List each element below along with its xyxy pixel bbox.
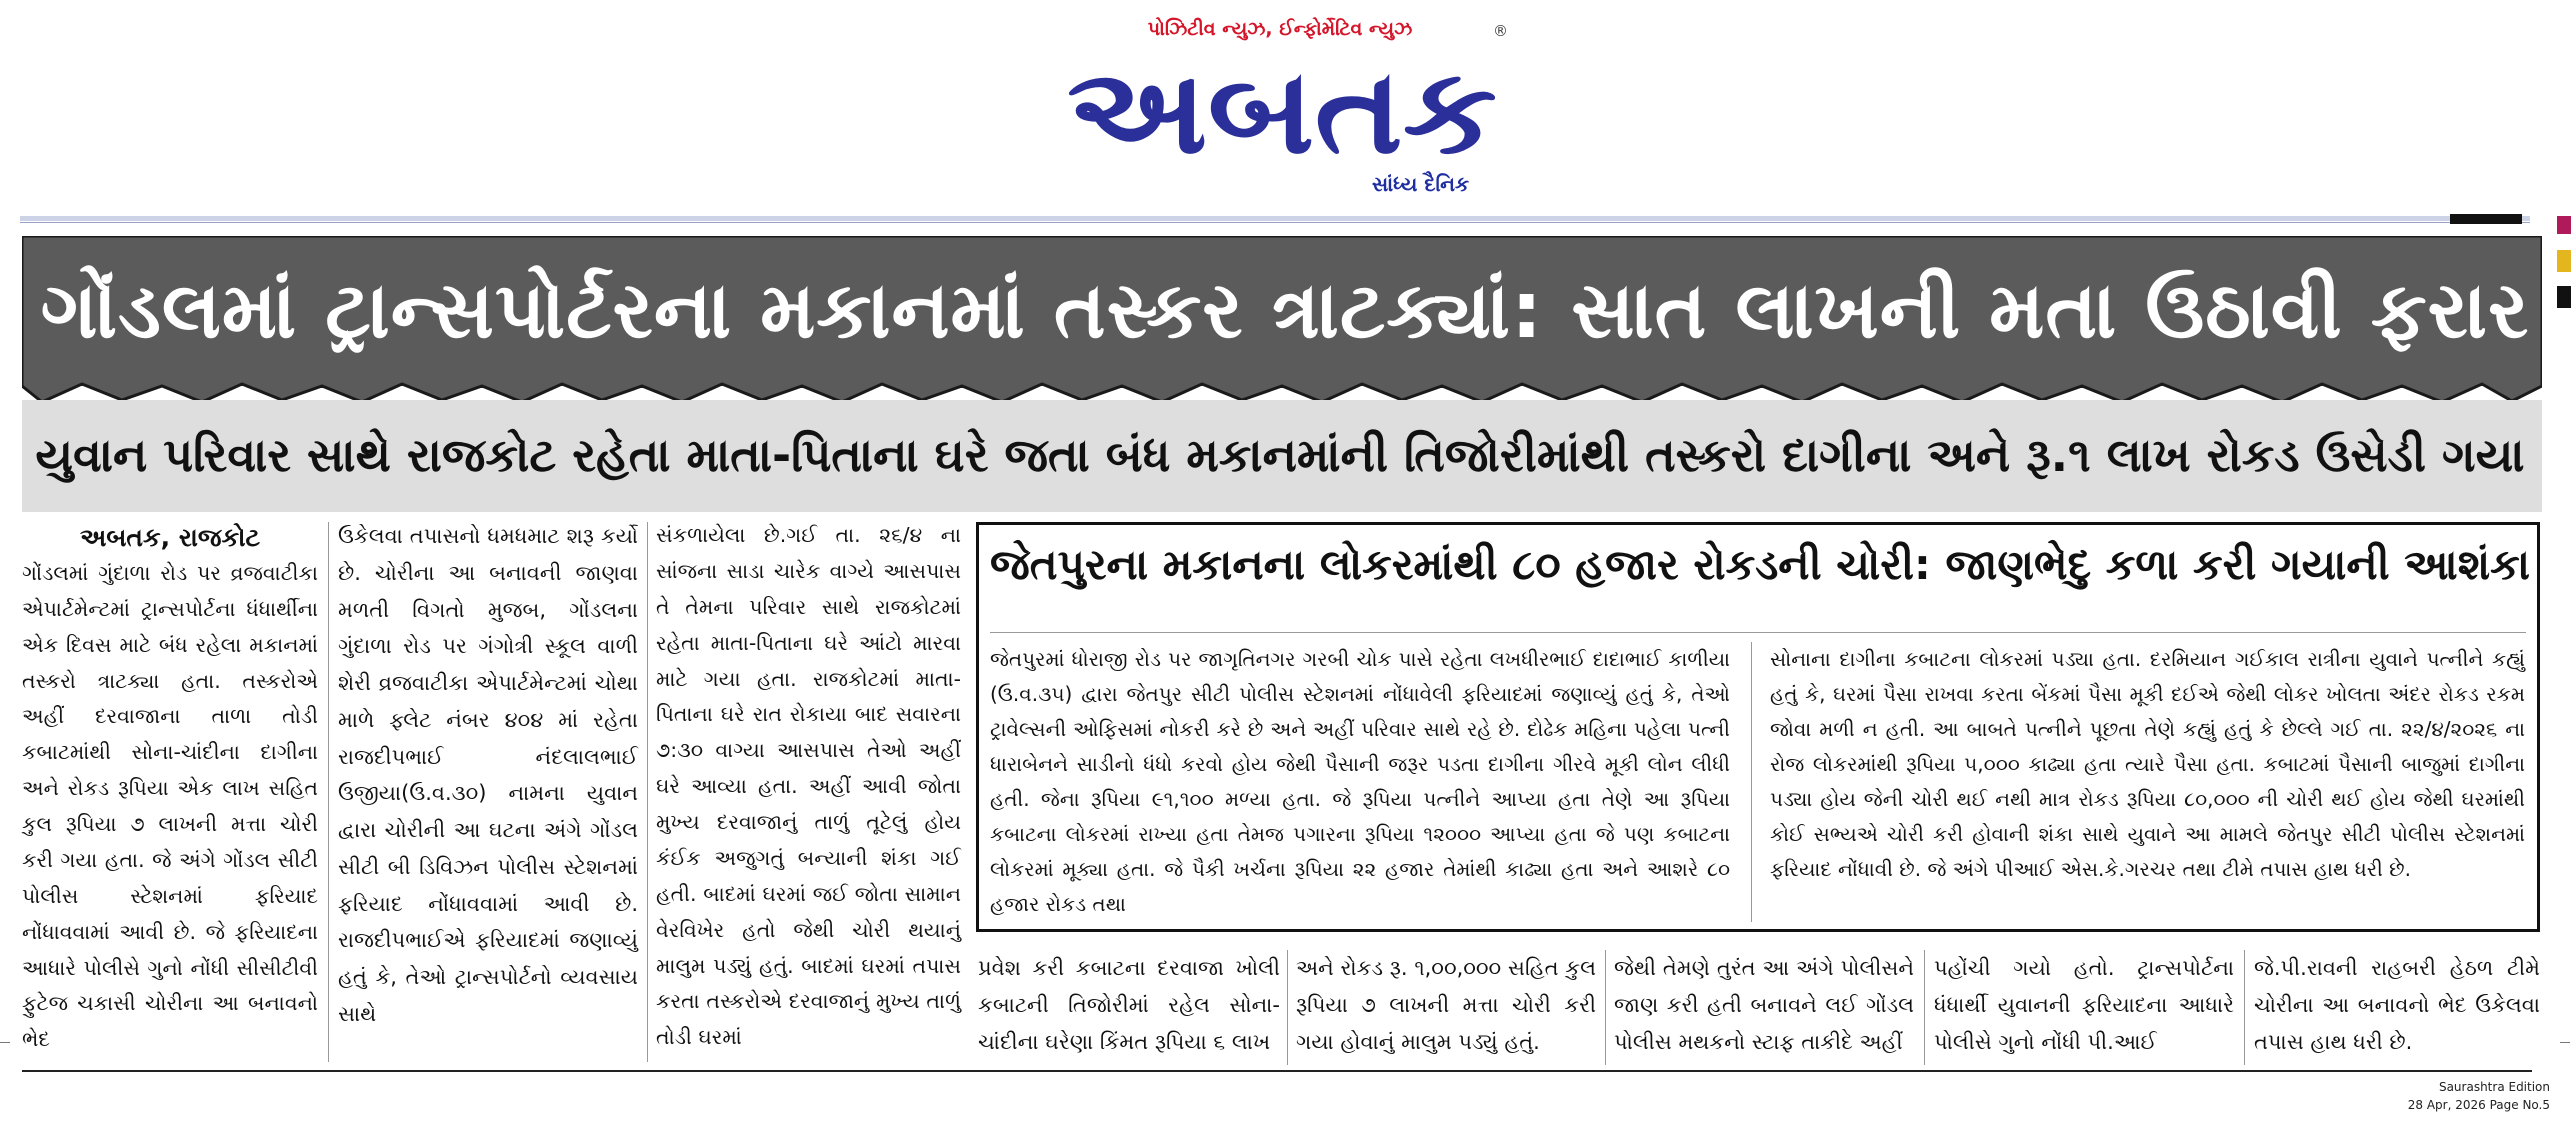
- lead-subheadline: યુવાન પરિવાર સાથે રાજકોટ રહેતા માતા-પિતાના ઘરે જતા બંધ મકાનમાંની તિજોરીમાંથી તસ્કરો દાગીના અને રૂ.૧ લાખ રોકડ ઉસેડી ગયા: [35, 428, 2525, 482]
- byline: અબતક, રાજકોટ: [79, 523, 261, 552]
- edge-mark-black: [2557, 286, 2571, 308]
- lead-continuation-2: અને રોકડ રૂ. ૧,૦૦,૦૦૦ સહિત કુલ રૂપિયા ૭ લાખની મત્તા ચોરી કરી ગયા હોવાનું માલુમ પડ્યું હતું.: [1296, 956, 1596, 1054]
- edge-mark-yellow: [2557, 250, 2571, 272]
- registered-mark: ®: [1493, 22, 1508, 40]
- column-divider: [1605, 950, 1606, 1065]
- lead-column-3: સંકળાયેલા છે.ગઈ તા. ૨૬/૪ ના સાંજના સાડા ચારેક વાગ્યે આસપાસ તે તેમના પરિવાર સાથે રાજકોટમાં રહેતા માતા-પિતાના ઘરે આંટો મારવા માટે ગયા હતા. રાજકોટમાં માતા-પિતાના ઘરે રાત રોકાયા બાદ સવારના ૭:૩૦ વાગ્યા આસપાસ તેઓ અહીં ઘરે આવ્યા હતા. અહીં આવી જોતા મુખ્ય દરવાજાનું તાળું તૂટેલું હોય કંઈક અજુગતું બન્યાની શંકા ગઈ હતી. બાદમાં ઘરમાં જઈ જોતા સામાન વેરવિખેર હતો જેથી ચોરી થયાનું માલુમ પડ્યું હતું. બાદમાં ઘરમાં તપાસ કરતા તસ્કરોએ દરવાજાનું મુખ્ય તાળું તોડી ઘરમાં: [656, 523, 961, 1050]
- box-story-headline: જેતપુરના મકાનના લોકરમાંથી ૮૦ હજાર રોકડની ચોરી: જાણભેદુ કળા કરી ગયાની આશંકા: [990, 540, 2531, 589]
- column-divider: [1287, 950, 1288, 1065]
- edge-mark-magenta: [2557, 216, 2571, 234]
- lead-column-1: [22, 520, 318, 1058]
- column-divider: [328, 522, 329, 1062]
- masthead-tagline: પોઝિટીવ ન્યુઝ, ઈન્ફોર્મેટિવ ન્યુઝ: [1147, 18, 1413, 40]
- box-story-rule: [990, 632, 2526, 633]
- lead-continuation-5: જે.પી.રાવની રાહબરી હેઠળ ટીમે ચોરીના આ બનાવનો ભેદ ઉકેલવા તપાસ હાથ ધરી છે.: [2254, 956, 2540, 1054]
- column-divider: [647, 522, 648, 1062]
- lead-continuation-1: પ્રવેશ કરી કબાટના દરવાજા ખોલી કબાટની તિજોરીમાં રહેલ સોના-ચાંદીના ઘરેણા કિંમત રૂપિયા ૬ લાખ: [978, 956, 1280, 1054]
- margin-tick: [0, 1042, 10, 1043]
- lead-column-2: ઉકેલવા તપાસનો ધમધમાટ શરૂ કર્યો છે. ચોરીના આ બનાવની જાણવા મળતી વિગતો મુજબ, ગોંડલના ગુંદાળા રોડ પર ગંગોત્રી સ્કૂલ વાળી શેરી વ્રજવાટીકા એપાર્ટમેન્ટમાં ચોથા માળે ફ્લેટ નંબર ૪૦૪ માં રહેતા રાજદીપભાઈ નંદલાલભાઈ ઉજીયા(ઉ.વ.૩૦) નામના યુવાન દ્વારા ચોરીની આ ઘટના અંગે ગોંડલ સીટી બી ડિવિઝન પોલીસ સ્ટેશનમાં ફરિયાદ નોંધાવવામાં આવી છે. રાજદીપભાઈએ ફરિયાદમાં જણાવ્યું હતું કે, તેઓ ટ્રાન્સપોર્ટનો વ્યવસાય સાથે: [338, 524, 638, 1026]
- margin-tick: [2560, 1042, 2570, 1043]
- footer-date-page: 28 Apr, 2026 Page No.5: [2407, 1098, 2550, 1112]
- bottom-rule: [22, 1070, 2532, 1072]
- lead-column-1-text: ગોંડલમાં ગુંદાળા રોડ પર વ્રજવાટીકા એપાર્ટમેન્ટમાં ટ્રાન્સપોર્ટના ધંધાર્થીના એક દિવસ માટે બંધ રહેલા મકાનમાં તસ્કરો ત્રાટક્યા હતા. તસ્કરોએ અહીં દરવાજાના તાળા તોડી કબાટમાંથી સોના-ચાંદીના દાગીના અને રોકડ રૂપિયા એક લાખ સહિત કુલ રૂપિયા ૭ લાખની મત્તા ચોરી કરી ગયા હતા. જે અંગે ગોંડલ સીટી પોલીસ સ્ટેશનમાં ફરિયાદ નોંધાવવામાં આવી છે. જે ફરિયાદના આધારે પોલીસે ગુનો નોંધી સીસીટીવી ફુટેજ ચકાસી ચોરીના આ બનાવનો ભેદ: [22, 560, 318, 1052]
- lead-continuation-4: પહોંચી ગયો હતો. ટ્રાન્સપોર્ટના ધંધાર્થી યુવાનની ફરિયાદના આધારે પોલીસે ગુનો નોંધી પી.આઈ: [1934, 956, 2234, 1054]
- masthead-logo: [1062, 40, 1502, 168]
- top-rule-thin: [20, 222, 2530, 223]
- top-rule: [20, 216, 2530, 221]
- corner-bar: [2450, 214, 2522, 224]
- column-divider: [1924, 950, 1925, 1065]
- box-story-column-1: જેતપુરમાં ધોરાજી રોડ પર જાગૃતિનગર ગરબી ચોક પાસે રહેતા લખધીરભાઈ દાદાભાઈ કાળીયા (ઉ.વ.૩૫) દ્વારા જેતપુર સીટી પોલીસ સ્ટેશનમાં નોંધાવેલી ફરિયાદમાં જણાવ્યું હતું કે, તેઓ ટ્રાવેલ્સની ઓફિસમાં નોકરી કરે છે અને અહીં પરિવાર સાથે રહે છે. દોઢેક મહિના પહેલા પત્ની ધારાબેનને સાડીનો ધંધો કરવો હોય જેથી પૈસાની જરૂર પડતા દાગીના ગીરવે મૂકી લોન લીધી હતી. જેના રૂપિયા ૯૧,૧૦૦ મળ્યા હતા. જે રૂપિયા પત્નીને આપ્યા હતા તેણે આ રૂપિયા કબાટના લોકરમાં રાખ્યા હતા તેમજ પગારના રૂપિયા ૧૨૦૦૦ આપ્યા હતા જે પણ કબાટના લોકરમાં મૂક્યા હતા. જે પૈકી ખર્ચના રૂપિયા ૨૨ હજાર તેમાંથી કાઢ્યા હતા અને આશરે ૮૦ હજાર રોકડ તથા: [990, 647, 1730, 916]
- column-divider: [2244, 950, 2245, 1065]
- footer-edition: Saurashtra Edition: [2438, 1080, 2550, 1094]
- box-column-divider: [1751, 642, 1752, 922]
- box-story-column-2: સોનાના દાગીના કબાટના લોકરમાં પડ્યા હતા. દરમિયાન ગઈકાલ રાત્રીના યુવાને પત્નીને કહ્યું હતું કે, ઘરમાં પૈસા રાખવા કરતા બેંકમાં પૈસા મૂકી દઈએ જેથી લોકર ખોલતા અંદર રોકડ રકમ જોવા મળી ન હતી. આ બાબતે પત્નીને પૂછતા તેણે કહ્યું હતું કે છેલ્લે ગઈ તા. ૨૨/૪/૨૦૨૬ ના રોજ લોકરમાંથી રૂપિયા ૫,૦૦૦ કાઢ્યા હતા ત્યારે પૈસા હતા. કબાટમાં પૈસાની બાજુમાં દાગીના પડ્યા હોય જેની ચોરી થઈ નથી માત્ર રોકડ રૂપિયા ૮૦,૦૦૦ ની ચોરી થઈ હોય જેથી ઘરમાંથી કોઈ સભ્યએ ચોરી કરી હોવાની શંકા સાથે યુવાને આ મામલે જેતપુર સીટી પોલીસ સ્ટેશનમાં ફરિયાદ નોંધાવી છે. જે અંગે પીઆઈ એસ.કે.ગરચર તથા ટીમે તપાસ હાથ ધરી છે.: [1770, 647, 2525, 881]
- svg-text:અબતક: અબતક: [1067, 42, 1497, 168]
- lead-headline: ગોંડલમાં ટ્રાન્સપોર્ટરના મકાનમાં તસ્કર ત્રાટક્યાં: સાત લાખની મતા ઉઠાવી ફરાર: [40, 265, 2530, 356]
- edition-type: સાંધ્ય દૈનિક: [1372, 172, 1470, 196]
- lead-continuation-3: જેથી તેમણે તુરંત આ અંગે પોલીસને જાણ કરી હતી બનાવને લઈ ગોંડલ પોલીસ મથકનો સ્ટાફ તાકીદે અહીં: [1614, 956, 1914, 1054]
